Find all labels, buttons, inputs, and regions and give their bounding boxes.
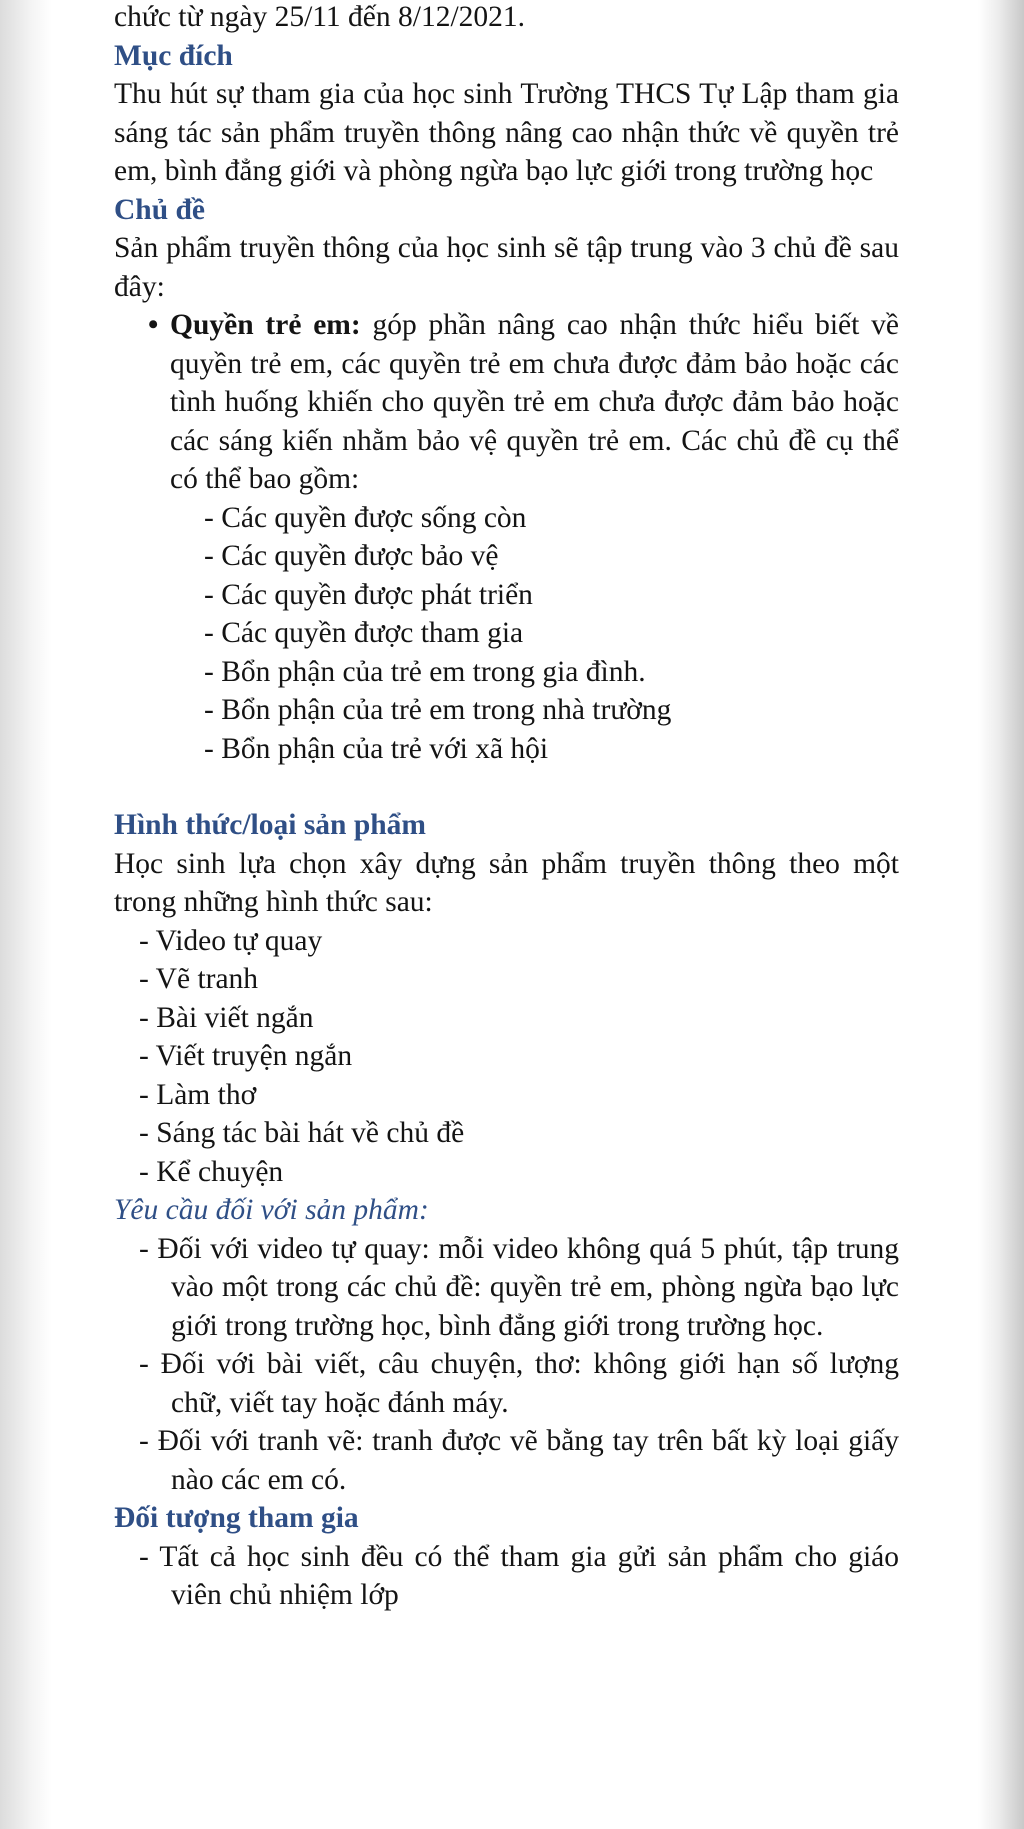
heading-muc-dich: Mục đích [114, 39, 233, 72]
list-item: - Các quyền được tham gia [204, 617, 524, 649]
hinh-thuc-list [114, 922, 899, 1192]
list-item: - Đối với bài viết, câu chuyện, thơ: không giới hạn số lượng chữ, viết tay hoặc đánh máy. [139, 1348, 899, 1419]
list-item: - Bổn phận của trẻ em trong nhà trường [204, 694, 672, 726]
page-edge-shadow-right [978, 0, 1024, 1829]
list-item: - Video tự quay [139, 924, 323, 957]
intro-line: chức từ ngày 25/11 đến 8/12/2021. [114, 1, 526, 33]
list-item: - Sáng tác bài hát về chủ đề [139, 1117, 465, 1149]
list-item: - Bài viết ngắn [139, 1001, 314, 1034]
list-item: - Viết truyện ngắn [139, 1040, 353, 1072]
list-item: - Các quyền được bảo vệ [204, 540, 499, 572]
list-item: - Bổn phận của trẻ em trong gia đình. [204, 655, 646, 688]
list-item: - Tất cả học sinh đều có thể tham gia gửi sản phẩm cho giáo viên chủ nhiệm lớp [139, 1540, 899, 1611]
list-item: - Đối với video tự quay: mỗi video không quá 5 phút, tập trung vào một trong các chủ đề: quyền trẻ em, phòng ngừa bạo lực giới trong trường học, bình đẳng giới trong trường học. [139, 1232, 899, 1342]
muc-dich-text: Thu hút sự tham gia của học sinh Trường THCS Tự Lập tham gia sáng tác sản phẩm truyền thông nâng cao nhận thức về quyền trẻ em, bình đẳng giới và phòng ngừa bạo lực giới trong trường học [114, 78, 899, 187]
bullet-term: Quyền trẻ em: [170, 309, 361, 341]
heading-doi-tuong: Đối tượng tham gia [114, 1502, 359, 1534]
bullet-dot-icon: • [148, 309, 159, 341]
quyen-sub-list [114, 499, 899, 769]
list-item: - Kể chuyện [139, 1155, 284, 1188]
list-item: - Các quyền được phát triển [204, 578, 533, 611]
hinh-thuc-text: Học sinh lựa chọn xây dựng sản phẩm truyền thông theo một trong những hình thức sau: [114, 847, 899, 918]
doi-tuong-list [114, 1538, 899, 1615]
list-item: - Vẽ tranh [139, 963, 259, 995]
chu-de-text: Sản phẩm truyền thông của học sinh sẽ tập trung vào 3 chủ đề sau đây: [114, 232, 899, 303]
list-item: - Bổn phận của trẻ với xã hội [204, 732, 549, 765]
heading-yeu-cau: Yêu cầu đối với sản phẩm: [114, 1194, 429, 1226]
spacer [114, 768, 899, 806]
heading-chu-de: Chủ đề [114, 193, 205, 226]
list-item: - Làm thơ [139, 1078, 257, 1111]
yeu-cau-list [114, 1230, 899, 1500]
document-content [114, 0, 899, 1615]
page-edge-shadow-left [0, 0, 52, 1829]
list-item: - Các quyền được sống còn [204, 501, 527, 534]
list-item: - Đối với tranh vẽ: tranh được vẽ bằng tay trên bất kỳ loại giấy nào các em có. [139, 1425, 899, 1496]
heading-hinh-thuc: Hình thức/loại sản phẩm [114, 809, 426, 841]
bullet-text: góp phần nâng cao nhận thức hiểu biết về quyền trẻ em, các quyền trẻ em chưa được đảm bảo hoặc các tình huống khiến cho quyền trẻ em chưa được đảm bảo hoặc các sáng kiến nhằm bảo vệ quyền trẻ em. Các chủ đề cụ thể có thể bao gồm: [170, 309, 899, 495]
bullet-quyen-tre-em [114, 306, 899, 499]
